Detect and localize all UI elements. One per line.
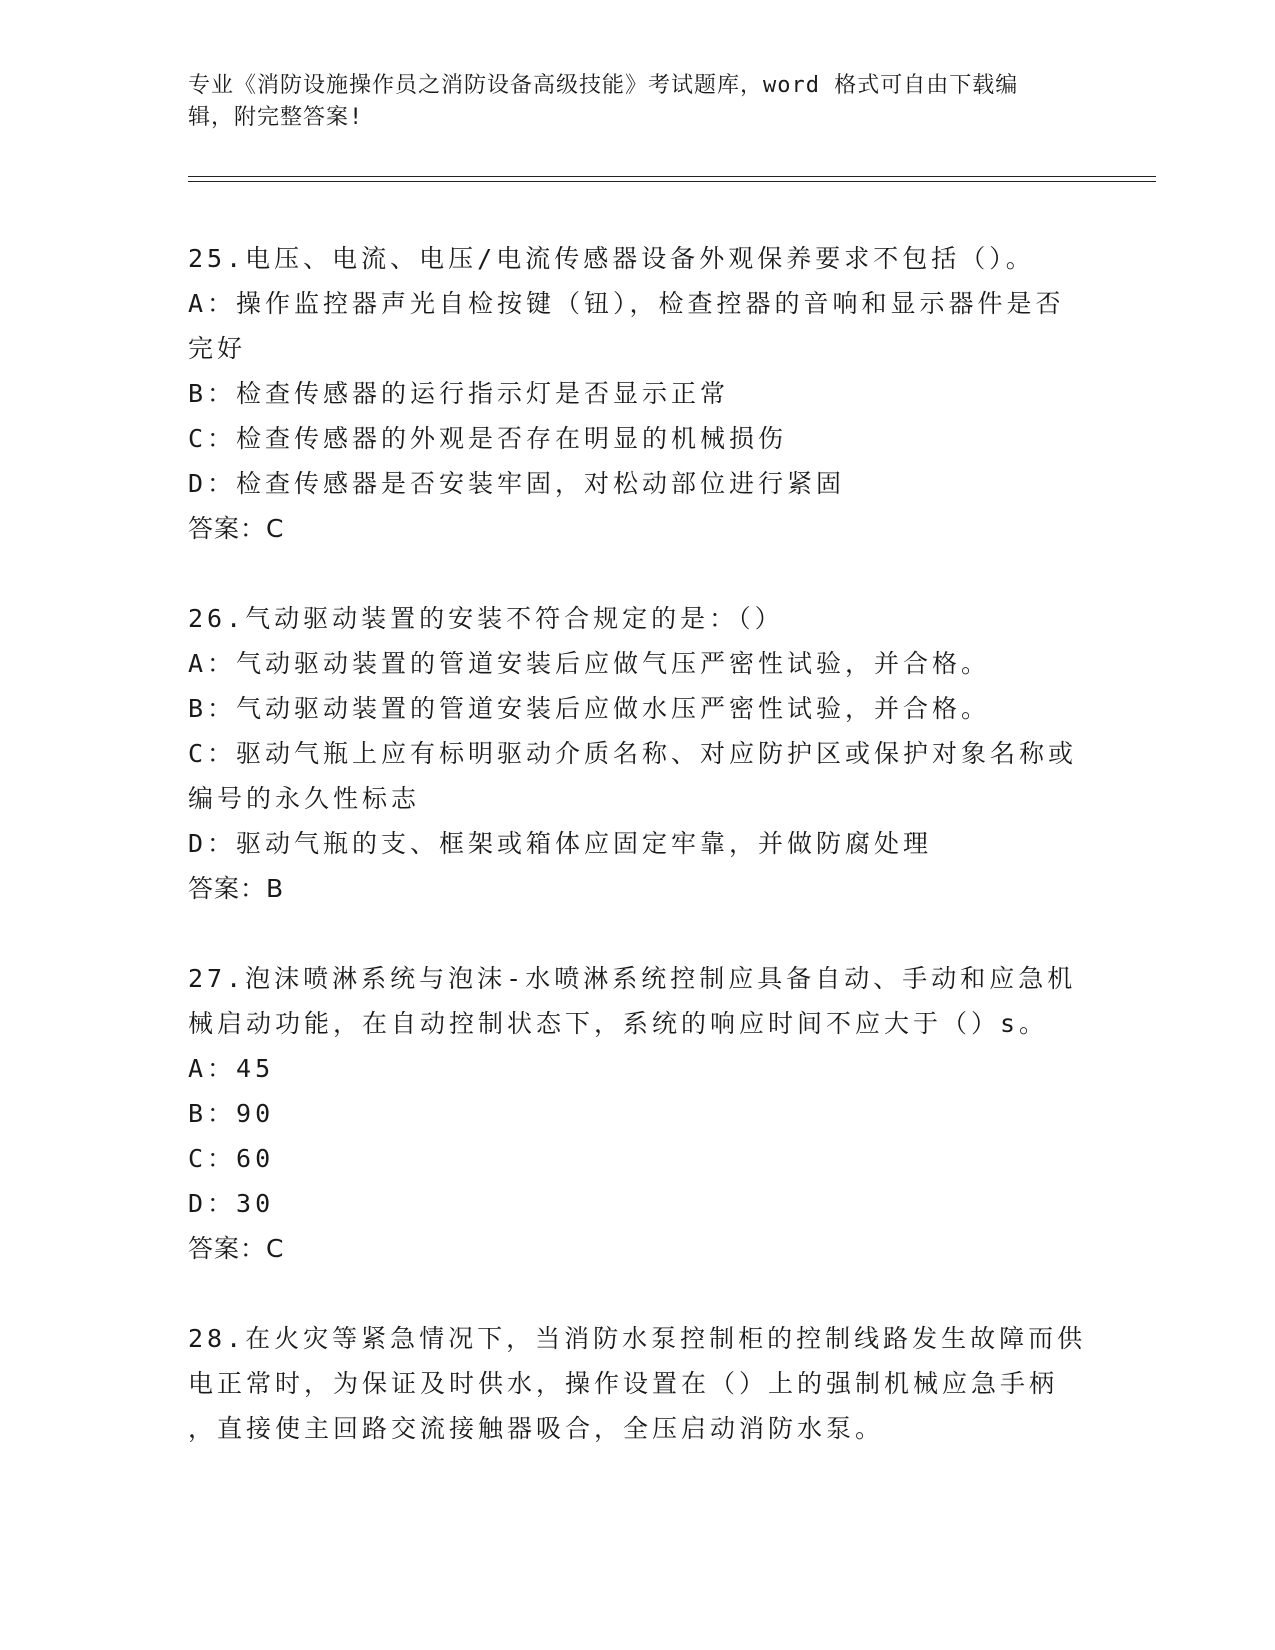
option-c-continued: 编号的永久性标志 [188,784,421,813]
question-27 [188,956,1088,1272]
header-title-line-1: 专业《消防设施操作员之消防设备高级技能》考试题库，word 格式可自由下载编 [188,73,1019,98]
question-stem-continued: 械启动功能，在自动控制状态下，系统的响应时间不应大于（）s。 [188,1009,1049,1038]
answer-key: 答案：C [188,514,285,543]
question-stem: 27.泡沫喷淋系统与泡沫-水喷淋系统控制应具备自动、手动和应急机 [188,964,1077,993]
question-list [188,236,1088,1495]
option-c: C：60 [188,1144,275,1173]
option-c: C：驱动气瓶上应有标明驱动介质名称、对应防护区或保护对象名称或 [188,739,1078,768]
header-divider-bottom [188,181,1156,182]
option-c: C：检查传感器的外观是否存在明显的机械损伤 [188,424,788,453]
option-a-continued: 完好 [188,334,247,363]
option-b: B：90 [188,1099,275,1128]
question-stem-continued: ，直接使主回路交流接触器吸合，全压启动消防水泵。 [188,1414,885,1443]
document-header [188,70,1088,134]
question-stem: 28.在火灾等紧急情况下，当消防水泵控制柜的控制线路发生故障而供 [188,1324,1087,1353]
question-stem-continued: 电正常时，为保证及时供水，操作设置在（）上的强制机械应急手柄 [188,1369,1059,1398]
option-a: A：操作监控器声光自检按键（钮），检查控器的音响和显示器件是否 [188,289,1065,318]
question-26 [188,596,1088,912]
question-25 [188,236,1088,552]
question-28 [188,1316,1088,1451]
answer-key: 答案：C [188,1234,285,1263]
option-d: D：30 [188,1189,275,1218]
option-d: D：检查传感器是否安装牢固，对松动部位进行紧固 [188,469,846,498]
option-a: A：气动驱动装置的管道安装后应做气压严密性试验，并合格。 [188,649,991,678]
option-b: B：检查传感器的运行指示灯是否显示正常 [188,379,730,408]
question-stem: 25.电压、电流、电压/电流传感器设备外观保养要求不包括（）。 [188,244,1035,273]
option-b: B：气动驱动装置的管道安装后应做水压严密性试验，并合格。 [188,694,991,723]
option-d: D：驱动气瓶的支、框架或箱体应固定牢靠，并做防腐处理 [188,829,933,858]
question-stem: 26.气动驱动装置的安装不符合规定的是：（） [188,604,784,633]
option-a: A：45 [188,1054,275,1083]
answer-key: 答案：B [188,874,285,903]
header-divider-top [188,176,1156,177]
header-title-line-2: 辑，附完整答案! [188,105,364,130]
